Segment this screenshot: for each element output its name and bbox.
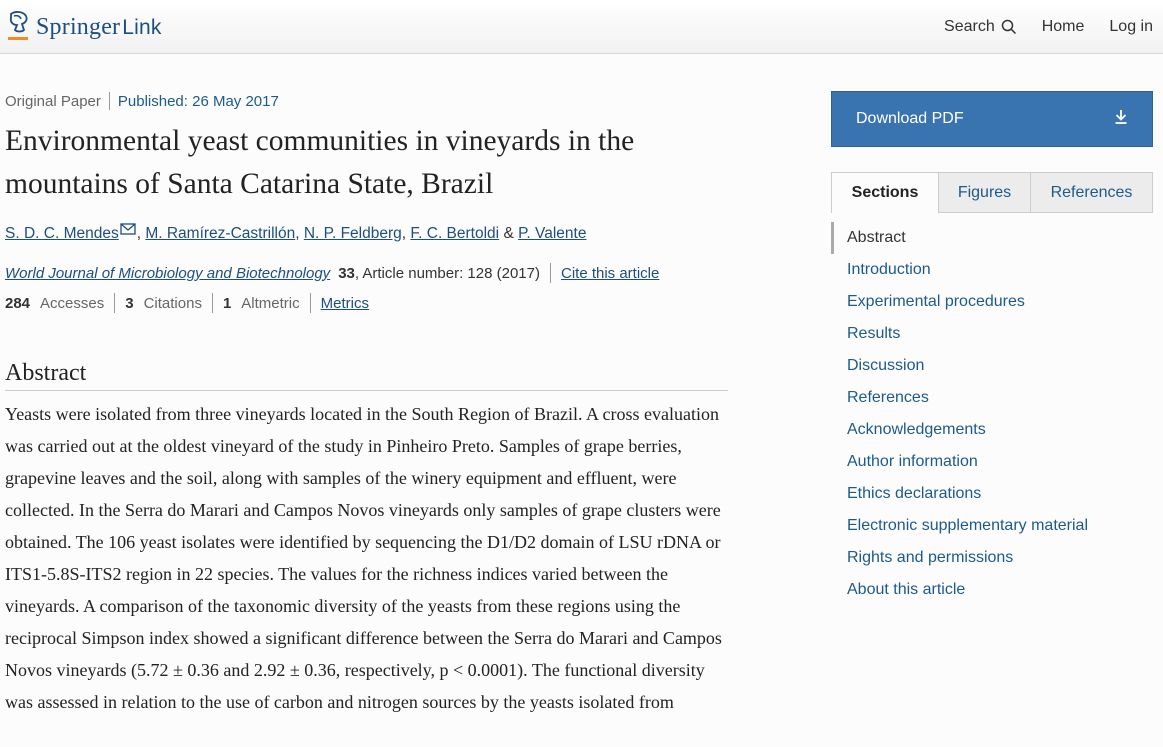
author-link[interactable]: S. D. C. Mendes (5, 225, 119, 242)
logo-brand-text: Springer (36, 13, 121, 40)
divider (310, 293, 311, 313)
section-link-author-information[interactable]: Author information (847, 453, 978, 470)
springer-horse-icon (5, 10, 33, 44)
article-type: Original Paper (5, 92, 101, 110)
tab-references[interactable]: References (1031, 172, 1153, 212)
citations-label: Citations (143, 294, 202, 312)
author-link[interactable]: M. Ramírez-Castrillón (145, 225, 296, 242)
section-link-rights-permissions[interactable]: Rights and permissions (847, 549, 1014, 566)
download-icon (1114, 109, 1128, 125)
sidebar-tabs (831, 172, 1153, 213)
published-date: Published: 26 May 2017 (117, 92, 279, 110)
journal-volume: 33 (338, 264, 355, 282)
download-pdf-button[interactable] (831, 91, 1153, 147)
article-number: , Article number: 128 (2017) (354, 264, 540, 282)
citations-count: 3 (125, 294, 134, 312)
accesses-label: Accesses (40, 294, 105, 312)
divider (550, 263, 551, 283)
author-ampersand: & (503, 225, 514, 242)
tab-sections[interactable]: Sections (831, 172, 938, 213)
article-title: Environmental yeast communities in vineyards in the mountains of Santa Catarina State, Brazil (5, 125, 635, 200)
section-link-abstract[interactable]: Abstract (831, 222, 1153, 254)
section-link-about-article[interactable]: About this article (847, 581, 966, 598)
section-link-introduction[interactable]: Introduction (847, 261, 931, 278)
divider (109, 92, 110, 110)
altmetric-count: 1 (222, 294, 232, 312)
section-link-experimental-procedures[interactable]: Experimental procedures (847, 293, 1025, 310)
section-link-results[interactable]: Results (847, 325, 901, 342)
top-nav (919, 0, 1153, 54)
article-metrics (5, 292, 728, 314)
section-link-supplementary-material[interactable]: Electronic supplementary material (847, 517, 1088, 534)
metrics-link[interactable]: Metrics (320, 294, 369, 312)
search-icon (1001, 19, 1017, 35)
cite-article-link[interactable]: Cite this article (560, 264, 660, 282)
divider (212, 293, 213, 313)
journal-link[interactable]: World Journal of Microbiology and Biotechnology (5, 264, 331, 282)
section-link-ethics-declarations[interactable]: Ethics declarations (847, 485, 982, 502)
login-nav-link[interactable]: Log in (1109, 18, 1153, 35)
article-main (5, 90, 728, 718)
section-link-discussion[interactable]: Discussion (847, 357, 925, 374)
journal-info (5, 262, 728, 284)
author-list: S. D. C. Mendes , M. Ramírez-Castrillón, N. P. Feldberg, F. C. Bertoldi & P. Valente (5, 223, 728, 245)
section-link-acknowledgements[interactable]: Acknowledgements (847, 421, 986, 438)
tab-figures[interactable]: Figures (938, 172, 1031, 212)
sections-list (831, 222, 1153, 606)
springer-link-logo[interactable] (5, 10, 162, 44)
mail-icon[interactable] (120, 222, 136, 236)
divider (114, 293, 115, 313)
abstract-heading: Abstract (5, 360, 728, 391)
search-nav-button[interactable] (944, 18, 1017, 36)
altmetric-label: Altmetric (241, 294, 300, 312)
author-link[interactable]: F. C. Bertoldi (410, 225, 500, 242)
search-nav-label: Search (944, 18, 995, 35)
download-pdf-label: Download PDF (856, 110, 964, 127)
home-nav-link[interactable]: Home (1041, 18, 1085, 35)
section-link-references[interactable]: References (847, 389, 929, 406)
site-header (0, 0, 1163, 54)
abstract-text: Yeasts were isolated from three vineyards located in the South Region of Brazil. A cross evaluation was carried out at the oldest vineyard of the study in Pinheiro Preto. Samples of grape berries, grapevine leaves and the soil, along with samples of the winery equipment and effluent, were collected. In the Serra do Marari and Campos Novos vineyards only samples of grape clusters were obtained. The 106 yeast isolates were identified by sequencing the D1/D2 domain of LSU rDNA or ITS1-5.8S-ITS2 region in 22 species. The values for the richness indices varied between the vineyards. A comparison of the taxonomic diversity of the yeasts from these regions using the reciprocal Simpson index showed a significant difference between the Serra do Marari and Campos Novos vineyards (5.72 ± 0.36 and 2.92 ± 0.36, respectively, p < 0.0001). The functional diversity was assessed in relation to the use of carbon and nitrogen sources by the yeasts isolated from (5, 404, 722, 712)
accesses-count: 284 (5, 294, 31, 312)
author-link[interactable]: N. P. Feldberg (303, 225, 402, 242)
article-meta (5, 90, 728, 112)
logo-link-text: Link (122, 15, 162, 39)
author-link[interactable]: P. Valente (518, 225, 587, 242)
